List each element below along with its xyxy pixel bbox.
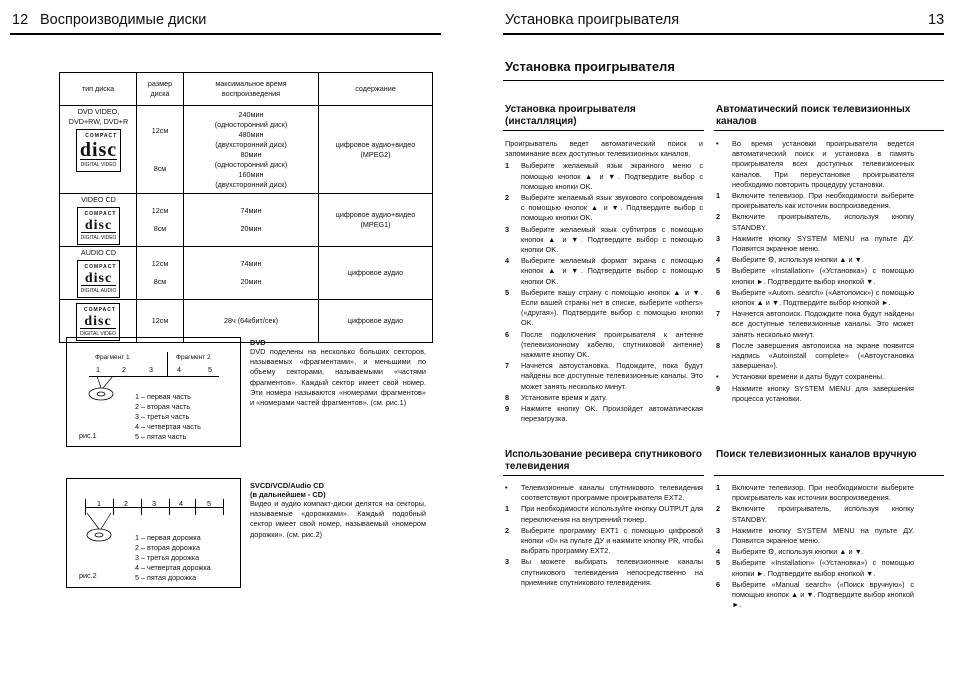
disc-size-cell: 12см 8см xyxy=(137,106,184,194)
sec-autosearch-body xyxy=(716,139,914,405)
step-item xyxy=(716,191,914,211)
main-title-rule xyxy=(503,80,944,81)
step-text: После завершения автопоиска на экране появится надпись «Autoinstall complete» («Автоустановка завершена»). xyxy=(732,340,914,371)
step-item xyxy=(716,372,914,382)
sec-install-rule xyxy=(503,130,704,131)
step-item xyxy=(716,234,914,254)
step-number: 7 xyxy=(505,361,510,371)
disc-type: AUDIO CD xyxy=(80,248,117,257)
dvd-body: DVD поделены на несколько больших секторов, называемых «фрагментами», и меньшими по объему секторами, называемыми «частями фрагментов». Каждый сектор имеет свой номер. Эти номера называются «номерами фрагментов» и «номерами частей фрагментов». (см. рис.1) xyxy=(250,347,426,408)
track-number: 4 xyxy=(179,499,183,508)
step-item xyxy=(716,547,914,557)
step-item xyxy=(505,225,703,256)
step-text: Нажмите кнопку SYSTEM MENU для завершения процесса установки. xyxy=(732,383,914,403)
disc-icon xyxy=(83,374,143,404)
content-cell: цифровое аудио xyxy=(319,300,433,343)
track-number: 5 xyxy=(207,499,211,508)
sec-install-title: Установка проигрывателя (инсталляция) xyxy=(505,104,636,127)
figure-1-legend: 1 – первая часть 2 – вторая часть 3 – третья часть 4 – четвертая часть 5 – пятая часть xyxy=(135,392,201,441)
step-item xyxy=(716,580,914,611)
disc-type: DVD VIDEO, DVD+RW, DVD+R xyxy=(68,107,129,126)
play-time-cell: 28ч (64кбит/сек) xyxy=(184,300,319,343)
step-item xyxy=(716,341,914,372)
dvd-title: DVD xyxy=(250,338,266,347)
fragment-2-label: Фрагмент 2 xyxy=(176,354,211,361)
fragment-1-label: Фрагмент 1 xyxy=(95,354,130,361)
step-number: 3 xyxy=(716,525,721,535)
step-text: Выберите желаемый язык звукового сопровождения с помощью кнопок ▲ и ▼. Подтвердите выбор с помощью кнопки OK. xyxy=(521,193,703,223)
sec-satellite-body xyxy=(505,483,703,589)
step-number: 8 xyxy=(716,340,721,350)
step-number: 2 xyxy=(716,212,721,222)
step-item xyxy=(716,526,914,546)
play-time-cell: 240мин (односторонний диск) 480мин (двухсторонний диск) 80мин (односторонний диск) 160мин (двухсторонний диск) xyxy=(184,106,319,194)
step-number: 5 xyxy=(716,558,721,568)
step-number: 9 xyxy=(505,404,510,414)
table-header: тип диска xyxy=(60,73,137,106)
table-row xyxy=(60,106,433,194)
disc-table xyxy=(59,72,433,343)
step-text: Нажмите кнопку SYSTEM MENU на пульте ДУ. Появится экранное меню. xyxy=(732,233,914,254)
step-text: Выберите желаемый язык субтитров с помощью кнопок ▲ и ▼. Подтвердите выбор с помощью кнопки OK. xyxy=(521,224,703,255)
step-number: 2 xyxy=(505,193,510,203)
step-number: 4 xyxy=(716,255,721,265)
step-text: Выберите программу EXT1 с помощью цифровой кнопки «0» на пульте ДУ и нажмите кнопку PR, чтобы выбрать программу EXT2. xyxy=(521,525,703,556)
sec-satellite-title: Использование ресивера спутникового телевидения xyxy=(505,449,702,472)
right-header-rule xyxy=(503,33,944,35)
step-number: 3 xyxy=(505,224,510,234)
step-text: Выберите «Autom. search» («Автопоиск») с помощью кнопок ▲ и ▼. Подтвердите выбор кнопкой ►. xyxy=(732,287,914,308)
step-text: После подключения проигрывателя к антенне (телевизионному кабелю, спутниковой антенне) нажмите кнопку OK. xyxy=(521,329,703,360)
step-text: Начнется автоустановка. Подождите, пока будут найдены все доступные телевизионные каналы. Это может занять несколько минут. xyxy=(521,361,703,391)
content-cell: цифровое аудио+видео (MPEG2) xyxy=(319,106,433,194)
step-item xyxy=(505,288,703,329)
sec-autosearch-rule xyxy=(714,130,944,131)
content-cell: цифровое аудио xyxy=(319,247,433,300)
step-item xyxy=(505,504,703,524)
step-number: 7 xyxy=(716,309,721,319)
step-number: 8 xyxy=(505,392,510,402)
step-number: 6 xyxy=(716,579,721,589)
disc-size-cell: 12см 8см xyxy=(137,194,184,247)
step-item xyxy=(716,309,914,340)
right-page-number: 13 xyxy=(928,12,945,28)
table-row xyxy=(60,194,433,247)
step-item xyxy=(505,193,703,224)
step-number: 3 xyxy=(505,557,510,567)
part-number: 4 xyxy=(177,365,181,374)
disc-size-cell: 12см 8см xyxy=(137,247,184,300)
play-time-cell: 74мин 20мин xyxy=(184,247,319,300)
step-number: 9 xyxy=(716,383,721,393)
track-divider xyxy=(141,499,142,515)
compact-disc-logo: COMPACT disc DIGITAL VIDEO xyxy=(76,303,120,341)
sec-install-body: Проигрыватель ведет автоматический поиск и запоминание всех доступных телевизионных каналов. 1 Выберите желаемый язык экранного меню с помощью кнопок ▲ и ▼. Подтвердите выбор с помощью кнопки OK. 2 Выберите желаемый язык звукового сопровождения с помощью кнопок ▲ и ▼. Подтвердите выбор с помощью кнопки OK. 3 Выберите желаемый язык субтитров с помощью кнопок ▲ и ▼. Подтвердите выбор с помощью кнопки OK. 4 Выберите желаемый формат экрана с помощью кнопок ▲ и ▼. Подтвердите выбор с помощью кнопки OK. 5 Выберите вашу страну с помощью кнопок ▲ и ▼. Если вашей страны нет в списке, выберите «others» («другая»). Подтвердите выбор с помощью кнопки OK. 6 После подключения проигрывателя к антенне (телевизионному кабелю, спутниковой антенне) нажмите кнопку OK. 7 Начнется автоустановка. Подождите, пока будут найдены все доступные телевизионные каналы. Это может занять несколько минут. 8 Установите время и дату. 9 Нажмите кнопку OK. Произойдет автоматическая перезагрузка. xyxy=(505,139,703,424)
step-item xyxy=(505,483,703,503)
step-item xyxy=(505,557,703,588)
svcd-subtitle: (в дальнейшем - CD) xyxy=(250,490,326,499)
table-header: максимальное время воспроизведения xyxy=(184,73,319,106)
step-text: Установите время и дату. xyxy=(521,392,608,402)
sec-autosearch-title: Автоматический поиск телевизионных каналов xyxy=(716,104,911,127)
sec-manual-title: Поиск телевизионных каналов вручную xyxy=(716,449,917,460)
step-text: При необходимости используйте кнопку OUTPUT для переключения на внутренний тюнер. xyxy=(521,504,703,524)
step-item xyxy=(716,384,914,404)
step-item xyxy=(716,558,914,578)
section-main-title: Установка проигрывателя xyxy=(505,59,675,74)
step-number: 4 xyxy=(505,256,510,266)
table-row xyxy=(60,247,433,300)
disc-type: VIDEO CD xyxy=(81,195,116,204)
disc-type-cell xyxy=(60,247,137,300)
step-item xyxy=(505,161,703,192)
step-number: 5 xyxy=(716,266,721,276)
track-number: 3 xyxy=(152,499,156,508)
figure-1 xyxy=(66,337,241,447)
step-number: • xyxy=(716,139,719,148)
compact-disc-logo: COMPACT disc DIGITAL VIDEO xyxy=(77,207,121,245)
step-number: 1 xyxy=(505,504,510,514)
disc-size-cell: 12см xyxy=(137,300,184,343)
step-item xyxy=(716,139,914,190)
part-number: 3 xyxy=(149,365,153,374)
compact-disc-logo: COMPACT disc DIGITAL VIDEO xyxy=(76,129,121,172)
track-number: 1 xyxy=(97,499,101,508)
step-item xyxy=(716,212,914,232)
figure-2-legend: 1 – первая дорожка 2 – вторая дорожка 3 – третья дорожка 4 – четвертая дорожка 5 – пятая дорожка xyxy=(135,533,211,582)
step-text: Выберите желаемый язык экранного меню с помощью кнопок ▲ и ▼. Подтвердите выбор с помощью кнопки OK. xyxy=(521,161,703,191)
table-header: содержание xyxy=(319,73,433,106)
step-text: Выберите желаемый формат экрана с помощью кнопок ▲ и ▼. Подтвердите выбор с помощью кнопки OK. xyxy=(521,256,703,286)
step-text: Нажмите кнопку SYSTEM MENU на пульте ДУ. Появится экранное меню. xyxy=(732,525,914,546)
step-number: 4 xyxy=(716,547,721,557)
step-item xyxy=(716,288,914,308)
figure-2-caption: рис.2 xyxy=(79,571,97,580)
svcd-title: SVCD/VCD/Audio CD xyxy=(250,481,324,490)
table-header: размер диска xyxy=(137,73,184,106)
step-number: 1 xyxy=(716,483,721,492)
step-number: 3 xyxy=(716,233,721,243)
step-text: Начнется автопоиск. Подождите пока будут найдены все доступные телевизионные каналы. Это может занять несколько минут. xyxy=(732,309,914,339)
step-text: Нажмите кнопку OK. Произойдет автоматическая перезагрузка. xyxy=(521,404,703,424)
step-text: Во время установки проигрывателя ведется автоматический поиск и установка в память проигрывателя всех доступных телевизионных каналов. При переустановке проигрывателя необходимо повторить процедуру установки. xyxy=(732,139,914,189)
dvd-description xyxy=(250,338,426,408)
step-text: Выберите ⚙, используя кнопки ▲ и ▼. xyxy=(732,547,864,557)
right-page-title: Установка проигрывателя xyxy=(505,12,680,28)
step-text: Выберите «Installation» («Установка») с помощью кнопки ►. Подтвердите выбор кнопкой ▼. xyxy=(732,266,914,286)
disc-type-cell xyxy=(60,106,137,194)
step-number: 2 xyxy=(505,525,510,535)
step-item xyxy=(716,504,914,524)
step-item xyxy=(505,393,703,403)
content-cell: цифровое аудио+видео (MPEG1) xyxy=(319,194,433,247)
disc-type-cell xyxy=(60,194,137,247)
track-divider xyxy=(169,499,170,515)
step-number: • xyxy=(505,483,508,492)
left-header-rule xyxy=(10,33,441,35)
figure-1-caption: рис.1 xyxy=(79,431,97,440)
step-item xyxy=(505,404,703,424)
compact-disc-logo: COMPACT disc DIGITAL AUDIO xyxy=(77,260,121,298)
step-item xyxy=(505,330,703,361)
play-time-cell: 74мин 20мин xyxy=(184,194,319,247)
step-number: • xyxy=(716,372,719,382)
sec-manual-rule xyxy=(714,475,944,476)
part-number: 5 xyxy=(208,365,212,374)
step-text: Включите телевизор. При необходимости выберите проигрыватель как источник воспроизведения. xyxy=(732,483,914,503)
step-number: 1 xyxy=(505,161,510,171)
track-number: 2 xyxy=(124,499,128,508)
part-number: 1 xyxy=(96,365,100,374)
svcd-description xyxy=(250,481,426,540)
step-text: Выберите «Installation» («Установка») с помощью кнопки ►. Подтвердите выбор кнопкой ▼. xyxy=(732,558,914,578)
part-number: 2 xyxy=(122,365,126,374)
step-text: Телевизионные каналы спутникового телевидения соответствуют программе проигрывателя EXT2. xyxy=(521,483,703,503)
step-text: Установки времени и даты будут сохранены. xyxy=(732,372,885,382)
sec-manual-body xyxy=(716,483,914,611)
step-number: 2 xyxy=(716,504,721,514)
step-text: Выберите вашу страну с помощью кнопок ▲ и ▼. Если вашей страны нет в списке, выберите «others» («другая»). Подтвердите выбор с помощью кнопки OK. xyxy=(521,287,703,328)
svcd-body: Видео и аудио компакт-диски делятся на секторы, называемые «дорожками». Каждый подобный сектор имеет свой номер, называемый «номером дорожки». (см. рис.2) xyxy=(250,499,426,539)
step-text: Включите телевизор. При необходимости выберите проигрыватель как источник воспроизведения. xyxy=(732,191,914,211)
step-text: Включите проигрыватель, используя кнопку STANDBY. xyxy=(732,212,914,232)
left-page-title: Воспроизводимые диски xyxy=(40,12,207,28)
step-number: 6 xyxy=(716,287,721,297)
step-text: Вы можете выбирать телевизионные каналы спутникового телевидения непосредственно на приемнике спутникового телевидения. xyxy=(521,557,703,587)
step-item xyxy=(716,483,914,503)
fragment-divider xyxy=(167,352,168,377)
step-text: Выберите «Manual search» («Поиск вручную») с помощью кнопок ▲ и ▼. Подтвердите выбор кнопкой ►. xyxy=(732,579,914,610)
step-text: Выберите ⚙, используя кнопки ▲ и ▼. xyxy=(732,255,864,265)
left-page-number: 12 xyxy=(12,12,29,28)
step-text: Включите проигрыватель, используя кнопку STANDBY. xyxy=(732,504,914,524)
table-header-row xyxy=(60,73,433,106)
step-item xyxy=(505,256,703,287)
track-divider xyxy=(195,499,196,515)
step-number: 5 xyxy=(505,287,510,297)
step-item xyxy=(716,255,914,265)
step-number: 6 xyxy=(505,329,510,339)
sec-satellite-rule xyxy=(503,475,704,476)
disc-icon xyxy=(81,511,141,545)
step-number: 1 xyxy=(716,191,721,201)
step-item xyxy=(505,526,703,557)
step-item xyxy=(716,266,914,286)
step-item xyxy=(505,361,703,392)
track-divider xyxy=(223,499,224,515)
figure-2 xyxy=(66,478,241,588)
